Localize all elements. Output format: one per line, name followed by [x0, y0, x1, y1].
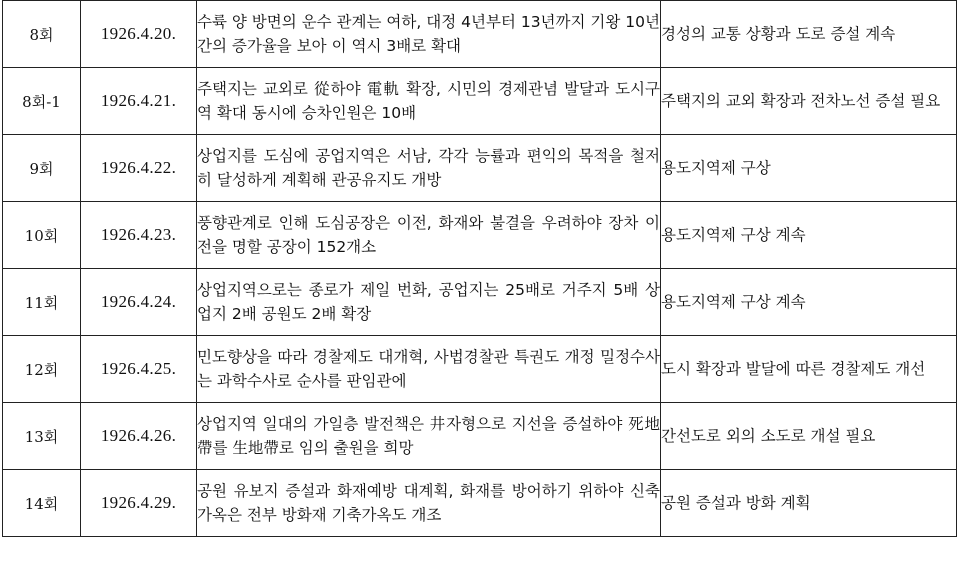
table-row	[3, 403, 957, 470]
content-text: 공원 유보지 증설과 화재예방 대계획, 화재를 방어하기 위하야 신축가옥은 전부 방화재 기축가옥도 개조	[197, 482, 660, 524]
content-text: 주택지는 교외로 從하야 電軌 확장, 시민의 경제관념 발달과 도시구역 확대 동시에 승차인원은 10배	[197, 80, 660, 122]
date-cell: 1926.4.20.	[81, 1, 197, 68]
date-cell: 1926.4.25.	[81, 336, 197, 403]
content-text: 상업지역으로는 종로가 제일 번화, 공업지는 25배로 거주지 5배 상업지 2배 공원도 2배 확장	[197, 281, 660, 323]
content-cell	[197, 1, 661, 68]
topic-cell	[661, 68, 957, 135]
table-row	[3, 336, 957, 403]
round-cell: 14회	[3, 470, 81, 537]
topic-text: 용도지역제 구상 계속	[661, 226, 806, 244]
topic-text: 용도지역제 구상 계속	[661, 293, 806, 311]
content-cell	[197, 403, 661, 470]
topic-text: 도시 확장과 발달에 따른 경찰제도 개선	[661, 360, 926, 378]
round-cell: 8회-1	[3, 68, 81, 135]
content-text: 상업지역 일대의 가일층 발전책은 井자형으로 지선을 증설하야 死地帶를 生地帶로 임의 출원을 희망	[197, 415, 660, 457]
topic-cell	[661, 135, 957, 202]
topic-text: 간선도로 외의 소도로 개설 필요	[661, 427, 876, 445]
date-cell: 1926.4.21.	[81, 68, 197, 135]
content-cell	[197, 269, 661, 336]
topic-text: 주택지의 교외 확장과 전차노선 증설 필요	[661, 92, 941, 110]
round-cell: 9회	[3, 135, 81, 202]
table-row	[3, 135, 957, 202]
content-cell	[197, 202, 661, 269]
content-text: 수륙 양 방면의 운수 관계는 여하, 대정 4년부터 13년까지 기왕 10년간의 증가율을 보아 이 역시 3배로 확대	[197, 13, 660, 55]
content-text: 상업지를 도심에 공업지역은 서남, 각각 능률과 편익의 목적을 철저히 달성하게 계획해 관공유지도 개방	[197, 147, 660, 189]
round-cell: 10회	[3, 202, 81, 269]
topic-cell	[661, 1, 957, 68]
table-row	[3, 68, 957, 135]
round-cell: 12회	[3, 336, 81, 403]
topic-text: 공원 증설과 방화 계획	[661, 494, 811, 512]
date-cell: 1926.4.23.	[81, 202, 197, 269]
topic-cell	[661, 470, 957, 537]
topic-cell	[661, 269, 957, 336]
content-text: 풍향관계로 인해 도심공장은 이전, 화재와 불결을 우려하야 장차 이전을 명할 공장이 152개소	[197, 214, 660, 256]
table-row	[3, 269, 957, 336]
serial-articles-table	[2, 0, 957, 537]
topic-text: 경성의 교통 상황과 도로 증설 계속	[661, 25, 896, 43]
date-cell: 1926.4.29.	[81, 470, 197, 537]
content-text: 민도향상을 따라 경찰제도 대개혁, 사법경찰관 특권도 개정 밀정수사는 과학수사로 순사를 판임관에	[197, 348, 660, 390]
table-row	[3, 470, 957, 537]
table-row	[3, 202, 957, 269]
date-cell: 1926.4.22.	[81, 135, 197, 202]
topic-text: 용도지역제 구상	[661, 159, 771, 177]
content-cell	[197, 68, 661, 135]
round-cell: 8회	[3, 1, 81, 68]
date-cell: 1926.4.24.	[81, 269, 197, 336]
content-cell	[197, 470, 661, 537]
table-row	[3, 1, 957, 68]
round-cell: 13회	[3, 403, 81, 470]
topic-cell	[661, 336, 957, 403]
content-cell	[197, 336, 661, 403]
topic-cell	[661, 403, 957, 470]
date-cell: 1926.4.26.	[81, 403, 197, 470]
content-cell	[197, 135, 661, 202]
topic-cell	[661, 202, 957, 269]
round-cell: 11회	[3, 269, 81, 336]
